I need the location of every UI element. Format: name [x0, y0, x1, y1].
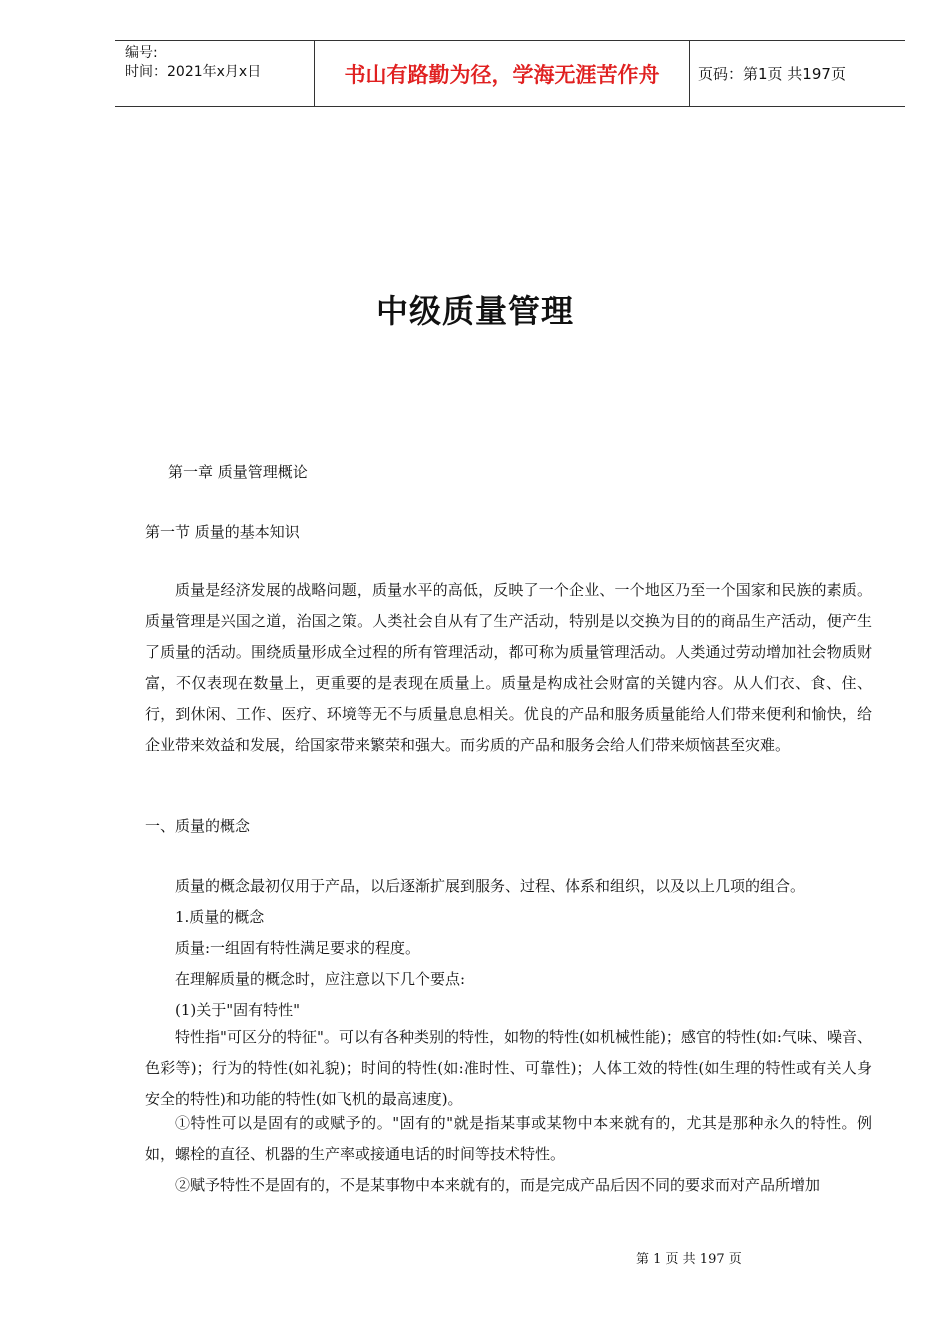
document-header: [115, 40, 905, 107]
text-line: 质量:一组固有特性满足要求的程度。: [175, 939, 421, 957]
time-label: 时间：2021年x月x日: [125, 64, 262, 80]
intro-paragraph: 质量是经济发展的战略问题，质量水平的高低，反映了一个企业、一个地区乃至一个国家和民族的素质。质量管理是兴国之道，治国之策。人类社会自从有了生产活动，特别是以交换为目的的商品生产活动，便产生了质量的活动。围绕质量形成全过程的所有管理活动，都可称为质量管理活动。人类通过劳动增加社会物质财富，不仅表现在数量上，更重要的是表现在质量上。质量是构成社会财富的关键内容。从人们衣、食、住、行，到休闲、工作、医疗、环境等无不与质量息息相关。优良的产品和服务质量能给人们带来便利和愉快，给企业带来效益和发展，给国家带来繁荣和强大。而劣质的产品和服务会给人们带来烦恼甚至灾难。: [145, 581, 872, 754]
serial-label: 编号:: [125, 45, 158, 61]
chapter-heading: 第一章 质量管理概论: [168, 463, 308, 481]
text-line: 质量的概念最初仅用于产品，以后逐渐扩展到服务、过程、体系和组织，以及以上几项的组合。: [175, 877, 806, 895]
header-meta: [115, 41, 315, 106]
heading-quality-concept: 一、质量的概念: [145, 817, 251, 835]
paragraph-assigned: ②赋予特性不是固有的，不是某事物中本来就有的，而是完成产品后因不同的要求而对产品所增加: [175, 1176, 821, 1194]
paragraph-inherent: ①特性可以是固有的或赋予的。"固有的"就是指某事或某物中本来就有的，尤其是那种永久的特性。例如，螺栓的直径、机器的生产率或接通电话的时间等技术特性。: [145, 1114, 872, 1163]
header-page-info: 页码：第1页 共197页: [698, 65, 846, 83]
paragraph-characteristics: 特性指"可区分的特征"。可以有各种类别的特性，如物的特性(如机械性能)；感官的特性(如:气味、噪音、色彩等)；行为的特性(如礼貌)；时间的特性(如:准时性、可靠性)；人体工效的特性(如生理的特性或有关人身安全的特性)和功能的特性(如飞机的最高速度)。: [145, 1028, 872, 1108]
page-footer: 第 1 页 共 197 页: [636, 1252, 742, 1267]
document-title: 中级质量管理: [375, 292, 574, 330]
text-line: 1.质量的概念: [175, 908, 265, 926]
section-heading: 第一节 质量的基本知识: [145, 523, 300, 541]
text-line: 在理解质量的概念时，应注意以下几个要点:: [175, 970, 466, 988]
text-line: (1)关于"固有特性": [175, 1001, 301, 1019]
header-motto: 书山有路勤为径，学海无涯苦作舟: [315, 41, 690, 106]
